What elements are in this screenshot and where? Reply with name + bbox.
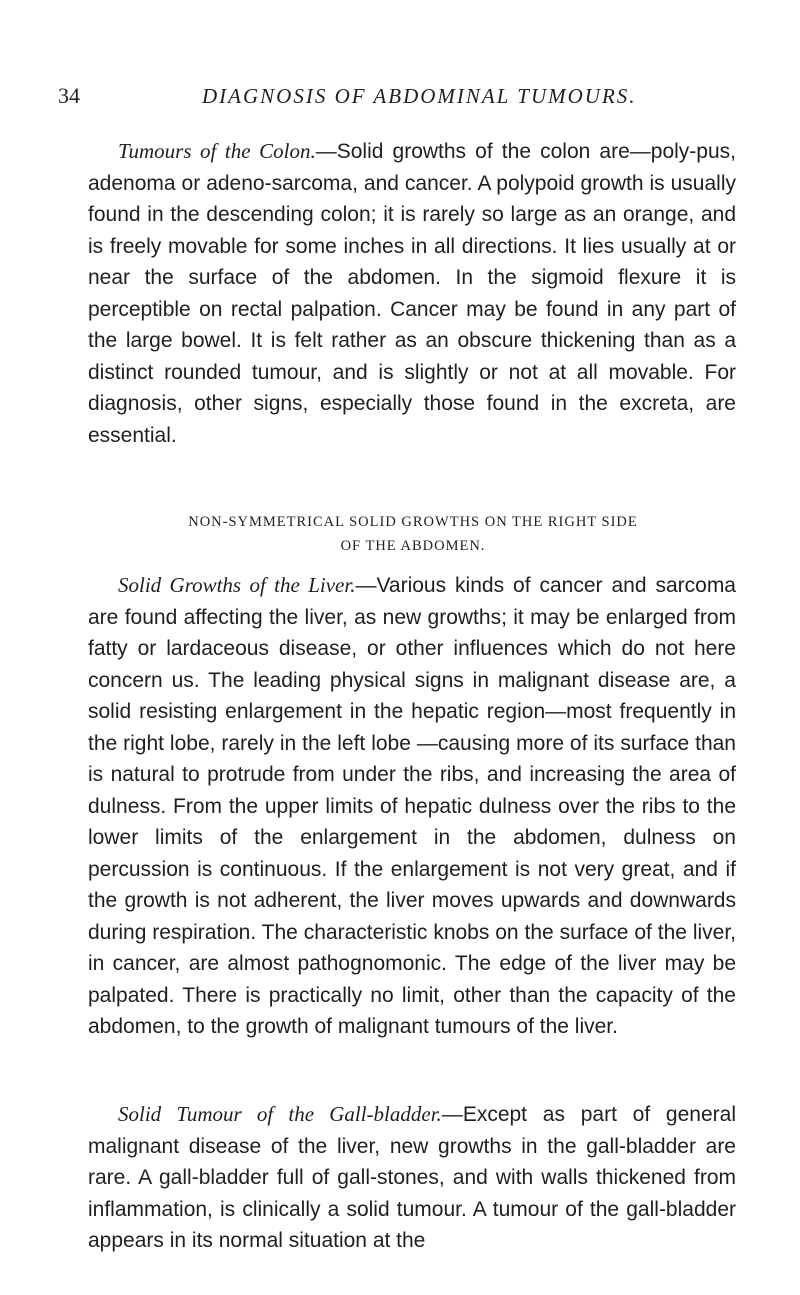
running-head <box>58 80 738 112</box>
paragraph-gall-bladder <box>88 1099 736 1257</box>
paragraph-liver <box>88 570 736 1043</box>
page-number: 34 <box>58 83 80 108</box>
paragraph-liver-body: —Various kinds of cancer and sarcoma are found affecting the liver, as new growths; it may be enlarged from fatty or lardaceous disease, or other influences which do not here concern us. The leading physical signs in malignant disease are, a solid resisting enlargement in the hepatic region—most frequently in the right lobe, rarely in the left lobe —causing more of its surface than is natural to protrude from under the ribs, and increasing the area of dulness. From the upper limits of hepatic dulness over the ribs to the lower limits of the enlargement in the abdomen, dulness on percussion is continuous. If the enlargement is not very great, and if the growth is not adherent, the liver moves upwards and downwards during respiration. The characteristic knobs on the surface of the liver, in cancer, are almost pathognomonic. The edge of the liver may be palpated. There is practically no limit, other than the capacity of the abdomen, to the growth of malignant tumours of the liver. <box>88 574 736 1038</box>
paragraph-colon-lead: Tumours of the Colon. <box>118 139 316 163</box>
paragraph-gall-bladder-body: —Except as part of general malignant disease of the liver, new growths in the gall-bladder are rare. A gall-bladder full of gall-stones, and with walls thickened from inflammation, is clinically a solid tumour. A tumour of the gall-bladder appears in its normal situation at the <box>88 1103 736 1252</box>
paragraph-colon-body: —Solid growths of the colon are—poly-pus, adenoma or adeno-sarcoma, and cancer. A polypoid growth is usually found in the descending colon; it is rarely so large as an orange, and is freely movable for some inches in all directions. It lies usually at or near the surface of the abdomen. In the sigmoid flexure it is perceptible on rectal palpation. Cancer may be found in any part of the large bowel. It is felt rather as an obscure thickening than as a distinct rounded tumour, and is slightly or not at all movable. For diagnosis, other signs, especially those found in the excreta, are essential. <box>88 140 736 447</box>
paragraph-liver-lead: Solid Growths of the Liver. <box>118 573 356 597</box>
section-heading-line-1: NON-SYMMETRICAL SOLID GROWTHS ON THE RIGHT SIDE <box>188 514 638 530</box>
section-heading <box>88 510 738 558</box>
paragraph-colon <box>88 136 736 451</box>
section-heading-line-2: OF THE ABDOMEN. <box>340 538 486 554</box>
running-head-title: DIAGNOSIS OF ABDOMINAL TUMOURS. <box>202 84 637 108</box>
paragraph-gall-bladder-lead: Solid Tumour of the Gall-bladder. <box>118 1102 442 1126</box>
